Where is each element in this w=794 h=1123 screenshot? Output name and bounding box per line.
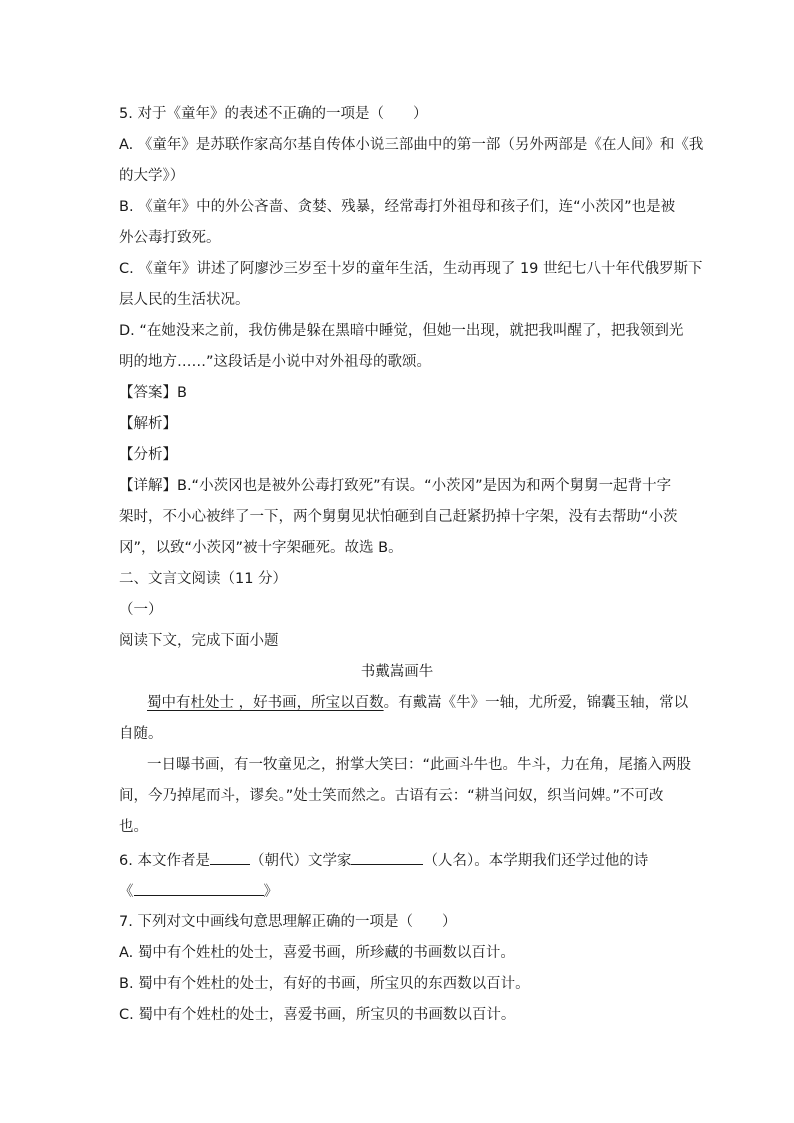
q5-option-c-cont: 层人民的生活状况。 [119,292,250,308]
instructions: 阅读下文，完成下面小题 [119,633,279,649]
answer-label: 【答案】B [119,385,187,401]
q5-option-a: A. 《童年》是苏联作家高尔基自传体小说三部曲中的第一部（另外两部是《在人间》和《我 [119,137,704,153]
q7-option-a: A. 蜀中有个姓杜的处士，喜爱书画，所珍藏的书画数以百计。 [119,945,515,961]
passage-p1-rest: 。有戴嵩《牛》一轴，尤所爱，锦囊玉轴，常以 [383,695,689,711]
q5-option-b-cont: 外公毒打致死。 [119,230,221,246]
q5-stem: 5. 对于《童年》的表述不正确的一项是（ ） [119,106,428,122]
passage-p2-line2: 间，今乃掉尾而斗，谬矣。”处士笑而然之。古语有云：“耕当问奴，织当问婢。”不可改 [119,788,664,804]
passage-p1-line2: 自随。 [119,726,163,742]
q7-option-c: C. 蜀中有个姓杜的处士，喜爱书画，所宝贝的书画数以百计。 [119,1007,516,1023]
section-heading: 二、文言文阅读（11 分） [119,571,288,587]
q7-option-b: B. 蜀中有个姓杜的处士，有好的书画，所宝贝的东西数以百计。 [119,976,530,992]
detail-line-3: 冈”，以致“小茨冈”被十字架砸死。故选 B。 [119,540,403,556]
passage-p2-line1: 一日曝书画，有一牧童见之，拊掌大笑曰：“此画斗牛也。牛斗，力在角，尾搐入两股 [147,757,692,773]
detail-line-2: 架时，不小心被绊了一下，两个舅舅见状怕砸到自己赶紧扔掉十字架，没有去帮助“小茨 [119,509,678,525]
passage-p2-line3: 也。 [119,819,148,835]
jiexi-label: 【解析】 [119,416,177,432]
q6-part-2: （朝代）文学家 [249,853,352,869]
q5-option-c: C. 《童年》讲述了阿廖沙三岁至十岁的童年生活，生动再现了 19 世纪七八十年代俄罗斯下 [119,261,703,277]
q6-part-1: 6. 本文作者是 [119,853,210,869]
subsection-marker: （一） [119,602,163,618]
author-blank[interactable] [351,850,423,865]
detail-line-1: 【详解】B.“小茨冈也是被外公毒打致死”有误。“小茨冈”是因为和两个舅舅一起背十字 [119,478,672,494]
q6-part-3: （人名）。本学期我们还学过他的诗 [423,853,649,869]
poem-title-blank[interactable] [134,881,264,896]
passage-p1-line1 [147,693,688,713]
passage-title: 书戴嵩画牛 [360,664,434,680]
q5-option-b: B. 《童年》中的外公吝啬、贪婪、残暴，经常毒打外祖母和孩子们，连“小茨冈”也是被 [119,199,676,215]
question-7: 7. 下列对文中画线句意思理解正确的一项是（ ） [119,914,457,930]
fenxi-label: 【分析】 [119,447,177,463]
q6-close-bracket: 》 [263,884,278,900]
question-6 [119,850,648,871]
question-6-poem [119,881,278,902]
q6-open-bracket: 《 [119,884,134,900]
q5-option-a-cont: 的大学》） [119,168,185,184]
underlined-sentence: 蜀中有杜处士 ，好书画，所宝以百数 [147,695,384,711]
q5-option-d: D. “在她没来之前，我仿佛是躲在黑暗中睡觉，但她一出现，就把我叫醒了，把我领到光 [119,323,684,339]
q5-option-d-cont: 明的地方……”这段话是小说中对外祖母的歌颂。 [119,354,432,370]
dynasty-blank[interactable] [210,850,250,865]
